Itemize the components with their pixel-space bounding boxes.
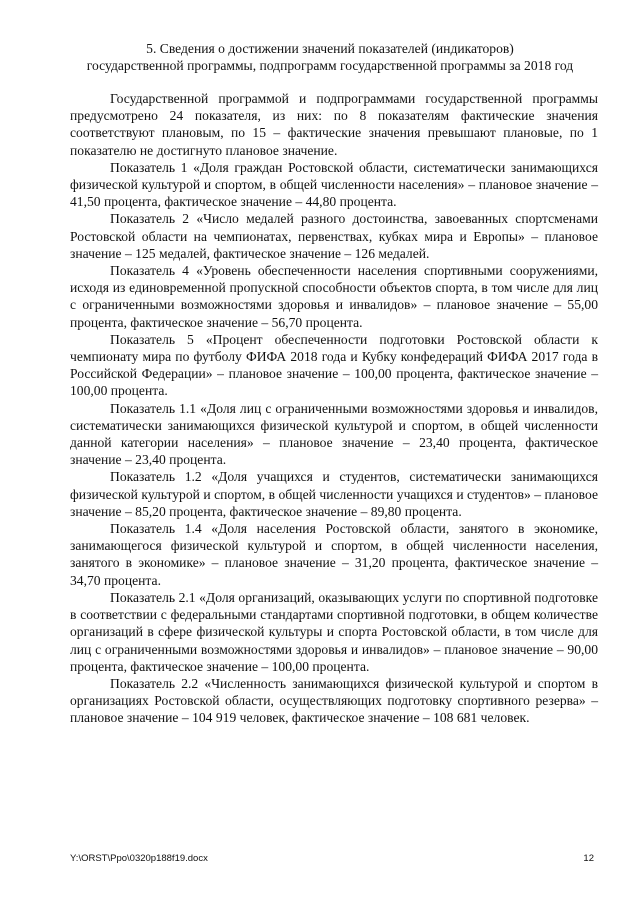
paragraph-indicator-2: Показатель 2 «Число медалей разного достоинства, завоеванных спортсменами Ростовской области на чемпионатах, первенствах, кубках мира и Европы» – плановое значение – 125 медалей, фактическое значение – 126 медалей. <box>70 211 598 261</box>
paragraph-indicator-1-2: Показатель 1.2 «Доля учащихся и студентов, систематически занимающихся физической культурой и спортом, в общей численности учащихся и студентов» – плановое значение – 85,20 процента, фактическое значение – 89,80 процента. <box>70 469 598 519</box>
section-heading <box>60 40 600 74</box>
section-heading-line-1: 5. Сведения о достижении значений показателей (индикаторов) <box>146 41 514 56</box>
section-heading-line-2: государственной программы, подпрограмм государственной программы за 2018 год <box>86 58 574 73</box>
paragraph-indicator-4: Показатель 4 «Уровень обеспеченности населения спортивными сооружениями, исходя из единовременной пропускной способности объектов спорта, в том числе для лиц с ограниченными возможностями здоровья и инвалидов» – плановое значение – 55,00 процента, фактическое значение – 56,70 процента. <box>70 263 598 330</box>
footer-file-path: Y:\ORST\Ppo\0320p188f19.docx <box>70 853 208 864</box>
paragraph-indicator-1-1: Показатель 1.1 «Доля лиц с ограниченными возможностями здоровья и инвалидов, систематически занимающихся физической культурой и спортом, в общей численности данной категории населения» – плановое значение – 23,40 процента, фактическое значение – 23,40 процента. <box>70 400 598 468</box>
paragraph-indicator-1-4: Показатель 1.4 «Доля населения Ростовской области, занятого в экономике, занимающегося физической культурой и спортом, в общей численности населения, занятого в экономике» – плановое значение – 31,20 процента, фактическое значение – 34,70 процента. <box>70 521 598 588</box>
body-text <box>70 90 598 727</box>
page-number: 12 <box>583 853 594 864</box>
paragraph-summary: Государственной программой и подпрограммами государственной программы предусмотрено 24 показателя, из них: по 8 показателям фактические значения соответствуют плановым, по 15 – фактические значения превышают плановые, по 1 показателю не достигнуто плановое значение. <box>70 91 598 158</box>
paragraph-indicator-2-2: Показатель 2.2 «Численность занимающихся физической культурой и спортом в организациях Ростовской области, осуществляющих подготовку спортивного резерва» – плановое значение – 104 919 человек, фактическое значение – 108 681 человек. <box>70 675 598 726</box>
paragraph-indicator-2-1: Показатель 2.1 «Доля организаций, оказывающих услуги по спортивной подготовке в соответствии с федеральными стандартами спортивной подготовки, в общем количестве организаций в сфере физической культуры и спорта Ростовской области, в том числе для лиц с ограниченными возможностями здоровья и инвалидов» – плановое значение – 90,00 процента, фактическое значение – 100,00 процента. <box>70 589 598 674</box>
paragraph-indicator-5: Показатель 5 «Процент обеспеченности подготовки Ростовской области к чемпионату мира по футболу ФИФА 2018 года и Кубку конфедераций ФИФА 2017 года в Российской Федерации» – плановое значение – 100,00 процента, фактическое значение – 100,00 процента. <box>70 331 598 399</box>
paragraph-indicator-1: Показатель 1 «Доля граждан Ростовской области, систематически занимающихся физической культурой и спортом, в общей численности населения» – плановое значение – 41,50 процента, фактическое значение – 44,80 процента. <box>70 159 598 210</box>
